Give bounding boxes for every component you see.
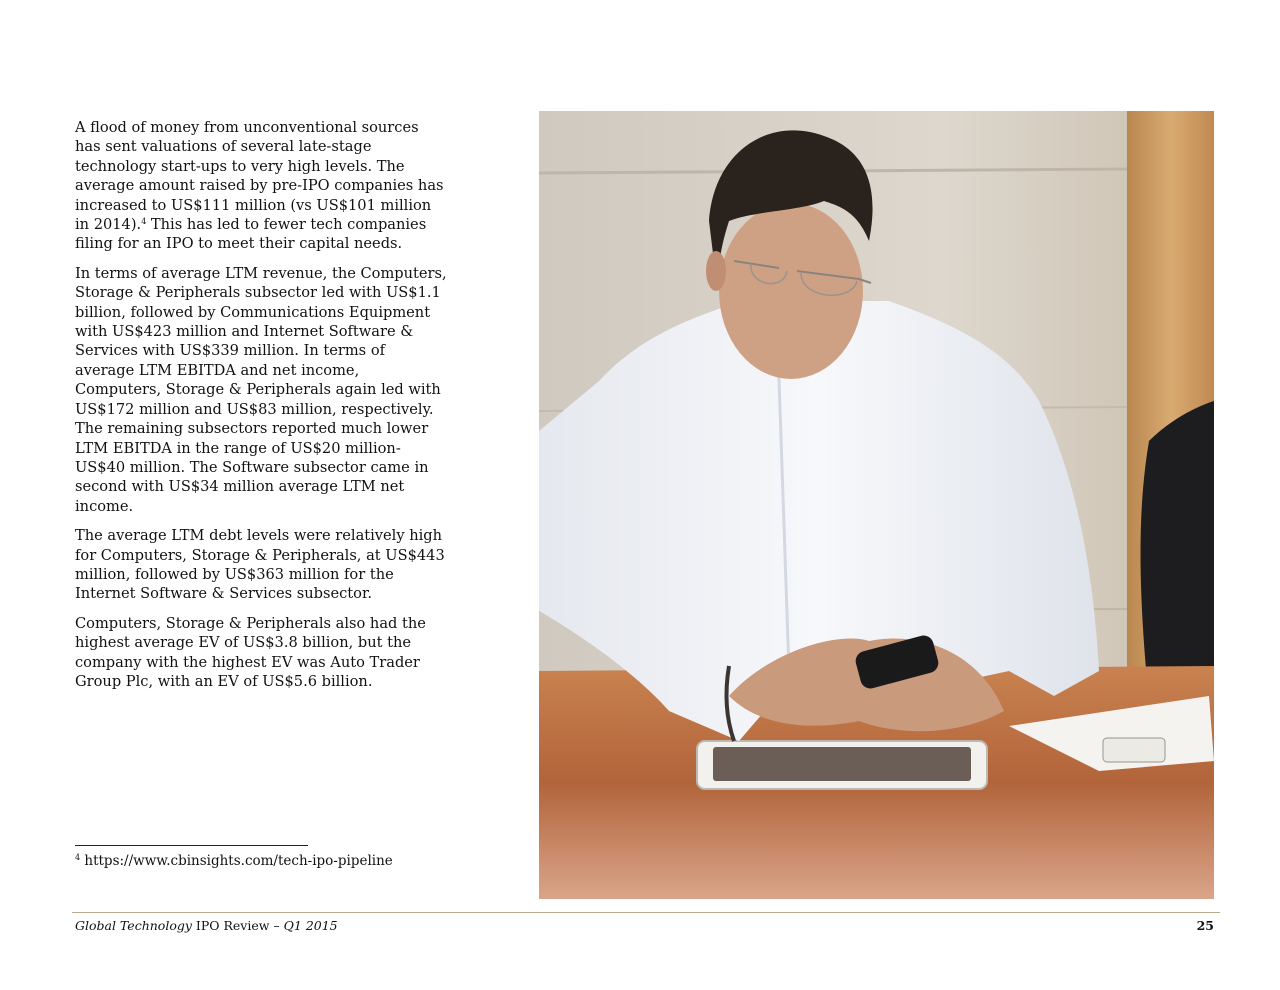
ear (706, 251, 726, 291)
tablet-screen (713, 747, 971, 781)
footer-divider (72, 912, 1220, 913)
paragraph-1-text-continued: This has led to fewer tech companies filing for an IPO to meet their capital needs. (75, 216, 427, 253)
paragraph-1 (75, 118, 447, 254)
body-text-column (75, 118, 447, 701)
photo-man-with-phone (539, 111, 1214, 899)
footer-title-italic: Global Technology (75, 918, 192, 933)
paragraph-1-text: A flood of money from unconventional sources has sent valuations of several late-stage technology start-ups to very high levels. The average amount raised by pre-IPO companies has increased to US$111 million (vs US$101 million in 2014). (75, 119, 444, 234)
face (719, 203, 863, 379)
footnote (75, 852, 393, 870)
footnote-number: 4 (75, 853, 81, 862)
footer-period: Q1 2015 (283, 918, 338, 933)
footnote-reference[interactable]: 4 (141, 217, 147, 227)
office-chair (1141, 401, 1215, 681)
footnote-divider (75, 845, 308, 846)
footer-title (75, 917, 338, 934)
paragraph-2: In terms of average LTM revenue, the Computers, Storage & Peripherals subsector led with US$1.1 billion, followed by Communications Equipment with US$423 million and Internet Software & Services with US$339 million. In terms of average LTM EBITDA and net income, Computers, Storage & Peripherals again led with US$172 million and US$83 million, respectively. The remaining subsectors reported much lower LTM EBITDA in the range of US$20 million-US$40 million. The Software subsector came in second with US$34 million average LTM net income. (75, 264, 447, 515)
paragraph-4: Computers, Storage & Peripherals also had the highest average EV of US$3.8 billion, but the company with the highest EV was Auto Trader Group Plc, with an EV of US$5.6 billion. (75, 614, 426, 690)
footer-title-regular: IPO Review – (191, 918, 284, 933)
paragraph-3: The average LTM debt levels were relatively high for Computers, Storage & Peripherals, at US$443 million, followed by US$363 million for the Internet Software & Services subsector. (75, 527, 445, 603)
page-number: 25 (1196, 918, 1214, 933)
footnote-link[interactable]: https://www.cbinsights.com/tech-ipo-pipeline (84, 853, 393, 869)
second-phone (1103, 738, 1165, 762)
